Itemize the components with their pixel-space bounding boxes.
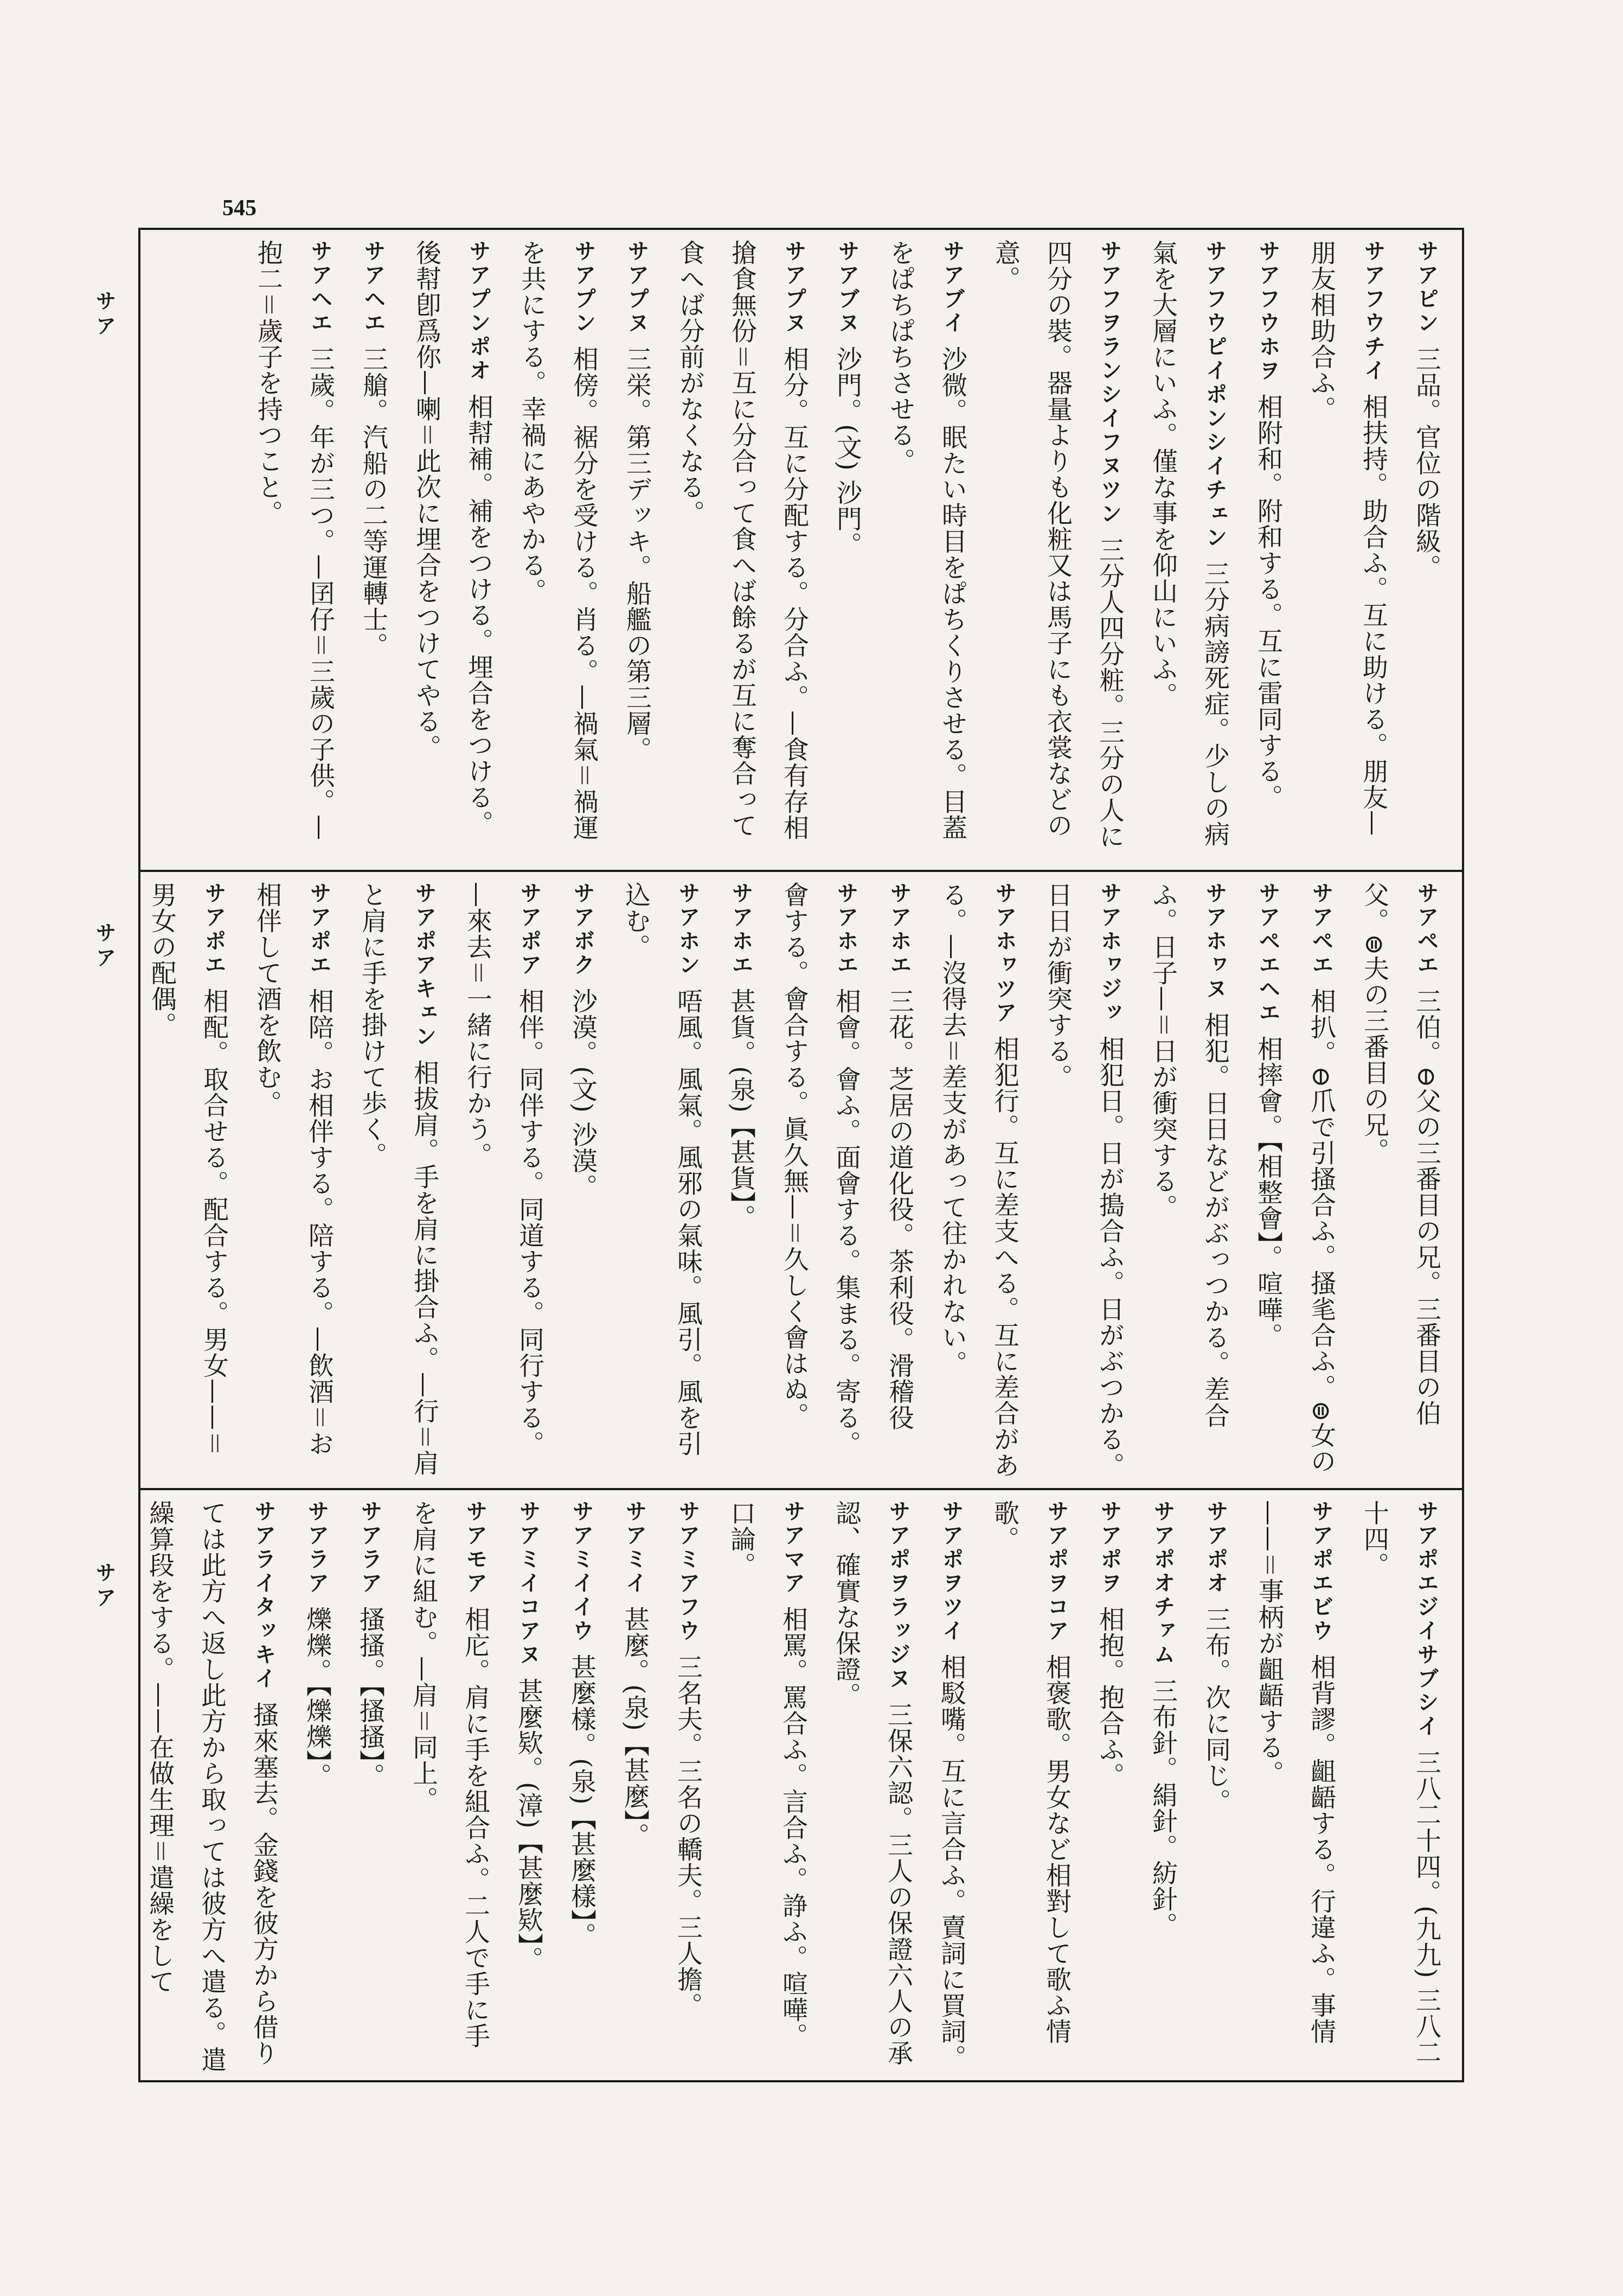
entry-head: サアミイコアヌ bbox=[516, 1500, 541, 1667]
entry-definition: 唔風。風氣。風邪の氣味。風引。風を引込む。 bbox=[621, 882, 703, 1457]
entry-definition: 三名夫。三名の轎夫。三人擔。 bbox=[673, 1654, 703, 2018]
entry-definition: 相傍。裾分を受ける。肖る。—禍氣＝禍運を共にする。幸禍にあやかる。 bbox=[517, 240, 599, 841]
column-band-middle bbox=[140, 870, 1462, 1488]
dictionary-entry bbox=[608, 1500, 660, 2073]
dictionary-entry bbox=[1190, 1500, 1242, 2073]
entry-definition: 三歲。年が三つ。—囝仔＝三歲の子供。—抱二＝歲子を持つこと。 bbox=[253, 240, 335, 841]
dictionary-entry bbox=[820, 1500, 924, 2073]
entry-head: サアホヮヌ bbox=[1202, 882, 1227, 1001]
entry-head: サアフウピイポンシイチェン bbox=[1202, 240, 1227, 550]
entry-head: サアプヌ bbox=[624, 240, 649, 335]
dictionary-entry bbox=[140, 882, 240, 1478]
entry-head: サアヘエ bbox=[361, 240, 386, 335]
entry-definition: 相扒。⊖爪で引搔合ふ。搔毟合ふ。⊜女の bbox=[1306, 988, 1336, 1474]
dictionary-entry bbox=[610, 882, 714, 1478]
dictionary-entry bbox=[1295, 882, 1347, 1478]
entry-head: サアポヲコア bbox=[1044, 1500, 1069, 1643]
dictionary-entry bbox=[451, 882, 555, 1478]
entry-definition: 三分病謗死症。少しの病氣を大層にいふ。僅な事を仰山にいふ。 bbox=[1148, 240, 1230, 847]
entry-head: サアペエ bbox=[1414, 882, 1439, 977]
entry-head: サアフヲランシイフヌツン bbox=[1097, 240, 1122, 526]
dictionary-entry bbox=[1137, 1500, 1189, 2073]
entry-head: サアマア bbox=[780, 1500, 805, 1595]
entry-head: サアポエジイサブシイ bbox=[1414, 1500, 1439, 1739]
entry-definition: 相分。互に分配する。分合ふ。—食有存相搶食無份＝互に分合って食へば餘るが互に奪合って食へば分前がなくなる。 bbox=[675, 240, 809, 841]
entry-head: サアラア bbox=[357, 1500, 382, 1595]
entry-head: サアホヮツア bbox=[992, 882, 1017, 1025]
entry-head: サアホヮジッ bbox=[1097, 882, 1122, 1025]
entry-definition: 相扶持。助合ふ。互に助ける。朋友—朋友相助合ふ。 bbox=[1306, 240, 1388, 836]
entry-head: サアホエ bbox=[887, 882, 912, 977]
entry-definition: 三伯。⊖父の三番目の兄。三番目の伯父。⊜夫の三番目の兄。 bbox=[1359, 882, 1441, 1427]
entry-definition: 相庀。肩に手を組合ふ。二人で手に手を肩に組む。—肩＝同上。 bbox=[408, 1500, 490, 2049]
entry-head: サアペエヘエ bbox=[1255, 882, 1280, 1025]
dictionary-entry bbox=[715, 1500, 819, 2073]
entry-head: サアブイ bbox=[940, 240, 965, 335]
entry-definition: 相配。取合せる。配合する。男女——＝男女の配偶。 bbox=[147, 882, 229, 1457]
dictionary-entry bbox=[611, 240, 663, 860]
entry-head: サアポア bbox=[517, 882, 542, 977]
entry-definition: 甚麼樣。(泉)【甚麼樣】。 bbox=[567, 1654, 596, 1949]
entry-head: サアブヌ bbox=[835, 240, 859, 335]
entry-definition: 相犯。日日などがぶっつかる。差合ふ。日子—＝日が衝突する。 bbox=[1148, 882, 1230, 1428]
dictionary-entry bbox=[1137, 882, 1241, 1478]
entry-head: サアホン bbox=[675, 882, 700, 977]
side-label-middle: サア bbox=[92, 922, 116, 972]
dictionary-entry bbox=[505, 240, 610, 860]
entry-definition: 三花。芝居の道化役。茶利役。滑稽役 bbox=[884, 988, 914, 1431]
dictionary-entry bbox=[925, 1500, 977, 2073]
entry-head: サアポヲツイ bbox=[939, 1500, 964, 1643]
dictionary-entry bbox=[1083, 1500, 1136, 2073]
entry-head: サアヘエ bbox=[307, 240, 332, 335]
dictionary-frame bbox=[138, 228, 1464, 2082]
entry-head: サアプンポオ bbox=[466, 240, 491, 383]
entry-head: サアポオチァム bbox=[1150, 1500, 1175, 1667]
entry-head: サアモア bbox=[463, 1500, 487, 1595]
dictionary-entry bbox=[242, 240, 346, 860]
dictionary-entry bbox=[241, 882, 345, 1478]
entry-definition: 相拔肩。手を肩に掛合ふ。—行＝肩と肩に手を掛けて歩く。 bbox=[357, 882, 439, 1476]
dictionary-entry bbox=[347, 240, 399, 860]
entry-head: サアフウホヲ bbox=[1255, 240, 1280, 383]
dictionary-entry bbox=[502, 1500, 554, 2073]
dictionary-entry bbox=[400, 240, 504, 860]
entry-head: サアホエ bbox=[833, 882, 858, 977]
entry-head: サアフウチイ bbox=[1361, 240, 1385, 383]
dictionary-entry bbox=[662, 1500, 714, 2073]
entry-head: サアポエビウ bbox=[1308, 1500, 1333, 1643]
entry-definition: 三布。次に同じ。 bbox=[1201, 1606, 1231, 1814]
entry-head: サアプン bbox=[571, 240, 596, 335]
entry-definition: 搔搔。【搔搔】。 bbox=[355, 1606, 385, 1789]
entry-definition: 三保六認。三人の保證六人の承認、確實な保證。 bbox=[831, 1500, 913, 2066]
entry-definition: 相會。會ふ。面會する。集まる。寄る。會する。會合する。眞久無—＝久しく會はぬ。 bbox=[779, 882, 861, 1457]
entry-head: サアホエ bbox=[728, 882, 753, 977]
column-band-bottom bbox=[140, 1488, 1462, 2082]
entry-head: サアボク bbox=[570, 882, 595, 977]
entry-head: サアピン bbox=[1414, 240, 1439, 335]
dictionary-entry bbox=[555, 1500, 607, 2073]
dictionary-entry bbox=[344, 1500, 396, 2073]
entry-definition: 三品。官位の階級。 bbox=[1412, 346, 1441, 580]
entry-definition: 甚貨。(泉)【甚貨】。 bbox=[726, 988, 756, 1231]
entry-definition: 相褒歌。男女など相對して歌ふ情歌。 bbox=[990, 1500, 1072, 2044]
entry-definition: 搔來塞去。金錢を彼方から借りては此方へ返し此方から取っては彼方へ遣る。遣繰算段をする。——在做生理＝遣繰をして bbox=[145, 1500, 279, 2073]
entry-definition: 相犯行。互に差支へる。互に差合がある。—沒得去＝差支があって往かれない。 bbox=[938, 882, 1019, 1478]
entry-definition: 相附和。附和する。互に雷同する。 bbox=[1253, 394, 1283, 810]
entry-head: サアポエ bbox=[306, 882, 331, 977]
entry-definition: 相犯日。日が搗合ふ。日がぶつかる。日日が衝突する。 bbox=[1043, 882, 1125, 1478]
dictionary-entry bbox=[1348, 882, 1452, 1478]
entry-head: サアペエ bbox=[1308, 882, 1333, 977]
entry-definition: 沙微。眠たい時目をぱちくりさせる。目蓋をぱちぱちさせる。 bbox=[886, 240, 967, 841]
entry-definition: 相駁嘴。互に言合ふ。賣詞に買詞。 bbox=[936, 1654, 966, 2070]
dictionary-entry bbox=[664, 240, 820, 860]
entry-definition: 沙漠。(文) 沙漠。 bbox=[568, 988, 598, 1200]
entry-definition: 三艙。汽船の二等運轉士。 bbox=[358, 346, 388, 658]
dictionary-entry bbox=[291, 1500, 343, 2073]
entry-definition: 三栄。第三デッキ。船艦の第三層。 bbox=[622, 346, 652, 762]
side-label-top: サア bbox=[92, 290, 116, 340]
entry-definition: 沙門。(文) 沙門。 bbox=[832, 346, 862, 558]
dictionary-entry bbox=[926, 882, 1030, 1478]
dictionary-entry bbox=[715, 882, 767, 1478]
entry-definition: 相摔會。【相整會】。喧嘩。 bbox=[1253, 1036, 1283, 1349]
entry-head: サアミイ bbox=[622, 1500, 647, 1595]
entry-definition: 爍爍。【爍爍】。 bbox=[302, 1606, 332, 1789]
dictionary-entry bbox=[1295, 240, 1399, 860]
dictionary-entry bbox=[1400, 240, 1452, 860]
entry-head: サアプヌ bbox=[781, 240, 806, 335]
dictionary-entry bbox=[1348, 1500, 1452, 2073]
dictionary-entry bbox=[140, 1500, 290, 2073]
entry-definition: 相陪。お相伴する。陪する。—飲酒＝お相伴して酒を飲む。 bbox=[252, 882, 334, 1457]
page-number: 545 bbox=[222, 196, 256, 221]
side-label-bottom: サア bbox=[92, 1562, 116, 1612]
entry-definition: 相罵。罵合ふ。言合ふ。諍ふ。喧嘩。口論。 bbox=[726, 1500, 808, 2049]
dictionary-entry bbox=[1242, 240, 1294, 860]
entry-head: サアポエ bbox=[201, 882, 226, 977]
dictionary-entry bbox=[821, 240, 873, 860]
entry-definition: 相背謬。齟齬する。行違ふ。事情——＝事柄が齟齬する。 bbox=[1254, 1500, 1336, 2044]
dictionary-entry bbox=[874, 240, 978, 860]
dictionary-entry bbox=[1242, 882, 1294, 1478]
column-band-top bbox=[140, 230, 1462, 870]
dictionary-entry bbox=[556, 882, 608, 1478]
entry-head: サアミイイウ bbox=[569, 1500, 594, 1643]
entry-head: サアポオ bbox=[1203, 1500, 1228, 1595]
dictionary-entry bbox=[397, 1500, 501, 2073]
entry-definition: 三布針。絹針。紡針。 bbox=[1148, 1678, 1178, 1938]
entry-head: サアポアキェン bbox=[412, 882, 437, 1049]
dictionary-entry bbox=[346, 882, 450, 1478]
entry-head: サアミアフウ bbox=[675, 1500, 700, 1643]
entry-definition: 三八二十四。(九九) 三八二十四。 bbox=[1359, 1500, 1441, 2066]
entry-definition: 甚麼。(泉)【甚麼】。 bbox=[620, 1606, 650, 1849]
entry-definition: 三分人四分粧。三分の人に四分の裝。器量よりも化粧又は馬子にも衣裳などの意。 bbox=[991, 240, 1125, 849]
dictionary-entry bbox=[978, 1500, 1082, 2073]
dictionary-entry bbox=[768, 882, 872, 1478]
entry-head: サアライタッキイ bbox=[251, 1500, 276, 1691]
dictionary-entry bbox=[979, 240, 1136, 860]
dictionary-entry bbox=[873, 882, 925, 1478]
entry-definition: 相伴。同伴する。同道する。同行する。—來去＝一緒に行かう。 bbox=[463, 882, 544, 1457]
entry-head: サアポヲラッジヌ bbox=[886, 1500, 910, 1691]
dictionary-entry bbox=[1031, 882, 1136, 1478]
entry-definition: 相抱。抱合ふ。 bbox=[1095, 1606, 1125, 1788]
entry-head: サアポヲ bbox=[1097, 1500, 1122, 1595]
entry-definition: 相幇補。補をつける。埋合をつける。後幇卽爲你—喇＝此次に埋合をつけてやる。 bbox=[412, 240, 493, 836]
entry-head: サアラア bbox=[304, 1500, 329, 1595]
dictionary-entry bbox=[1137, 240, 1241, 860]
dictionary-entry bbox=[1243, 1500, 1347, 2073]
entry-definition: 甚麼欵。(漳)【甚麼欵】。 bbox=[514, 1678, 543, 1973]
